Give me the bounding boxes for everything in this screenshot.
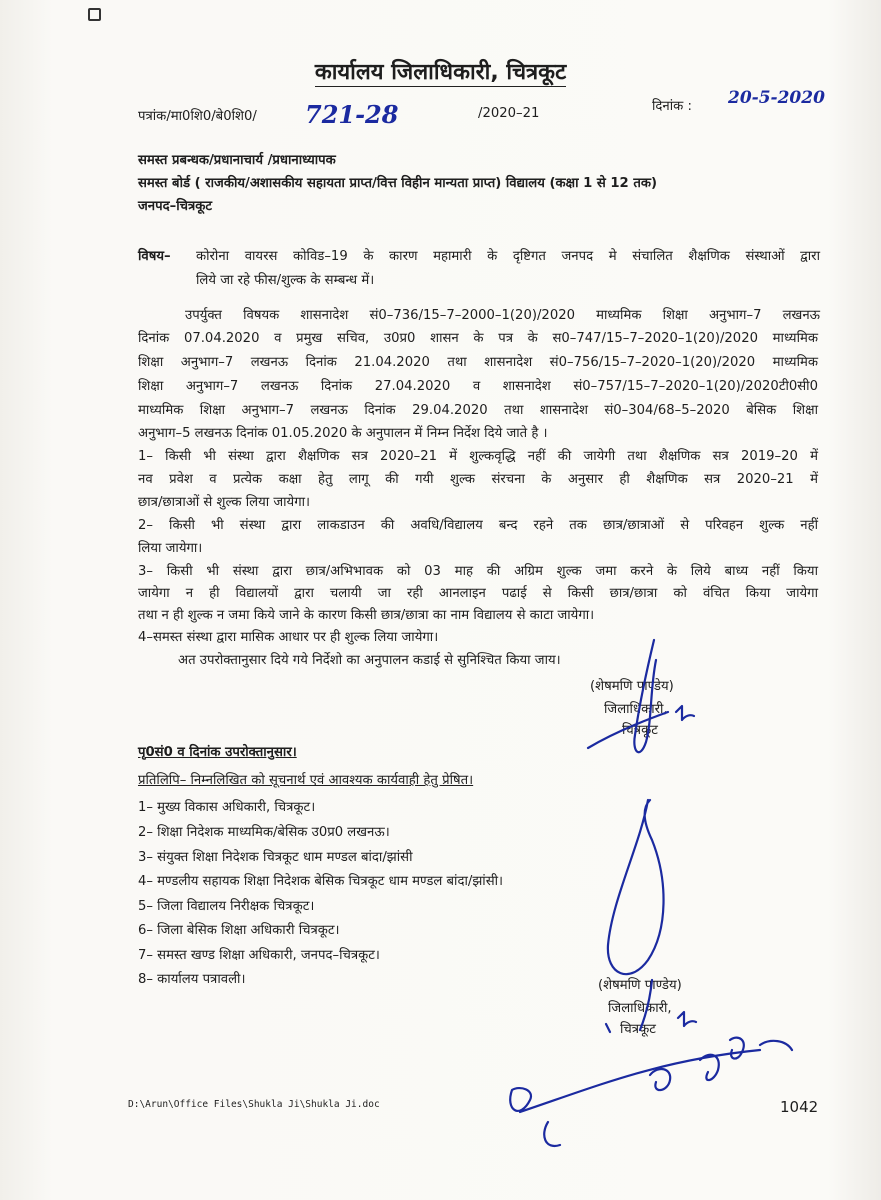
directive-line: 3– किसी भी संस्था द्वारा छात्र/अभिभावक को 03 माह की अग्रिम शुल्क जमा करने के लिये बाध्य नहीं किया	[138, 564, 818, 579]
recipient-item: 8– कार्यालय पत्रावली।	[138, 972, 246, 987]
directive-line: 1– किसी भी संस्था द्वारा शैक्षणिक सत्र 2020–21 में शुल्कवृद्धि नहीं की जायेगी तथा शैक्षणिक सत्र 2019–20 में	[138, 449, 818, 464]
directive-line: 2– किसी भी संस्था द्वारा लाकडाउन की अवधि/विद्यालय बन्द रहने तक छात्र/छात्राओं से परिवहन शुल्क नहीं	[138, 518, 818, 533]
signatory-place: चित्रकूट	[620, 1022, 656, 1037]
body-line: दिनांक 07.04.2020 व प्रमुख सचिव, उ0प्र0 शासन के पत्र के स0–747/15–7–2020–1(20)/2020 माध्यमिक	[138, 331, 818, 346]
signatory-designation: जिलाधिकारी,	[604, 702, 668, 717]
body-line: अनुभाग–5 लखनऊ दिनांक 01.05.2020 के अनुपालन में निम्न निर्देश दिये जाते है ।	[138, 426, 548, 441]
endorsement-heading: पृ0सं0 व दिनांक उपरोक्तानुसार।	[138, 745, 297, 760]
reference-prefix: पत्रांक/मा0शि0/बे0शि0/	[138, 109, 257, 124]
directive-line: लिया जायेगा।	[138, 541, 203, 556]
subject-line: लिये जा रहे फीस/शुल्क के सम्बन्ध में।	[196, 273, 375, 288]
signatory-name: (शेषमणि पाण्डेय)	[598, 978, 682, 993]
reference-year: /2020–21	[478, 106, 540, 121]
recipient-item: 7– समस्त खण्ड शिक्षा अधिकारी, जनपद–चित्रकूट।	[138, 948, 380, 963]
body-line: शिक्षा अनुभाग–7 लखनऊ दिनांक 21.04.2020 तथा शासनादेश सं0–756/15–7–2020–1(20)/2020 माध्यमिक	[138, 355, 818, 370]
page-number: 1042	[780, 1098, 819, 1116]
body-line: शिक्षा अनुभाग–7 लखनऊ दिनांक 27.04.2020 व शासनादेश सं0–757/15–7–2020–1(20)/2020टी0सी0	[138, 379, 818, 394]
subject-line: कोरोना वायरस कोविड–19 के कारण महामारी के दृष्टिगत जनपद मे संचालित शैक्षणिक संस्थाओं द्वारा	[196, 249, 820, 264]
directive-line: छात्र/छात्राओं से शुल्क लिया जायेगा।	[138, 495, 311, 510]
closing-line: अत उपरोक्तानुसार दिये गये निर्देशो का अनुपालन कडाई से सुनिश्चित किया जाय।	[178, 653, 561, 668]
signatory-name: (शेषमणि पाण्डेय)	[590, 679, 674, 694]
subject-label: विषय–	[138, 249, 171, 264]
file-path: D:\Arun\Office Files\Shukla Ji\Shukla Ji.doc	[128, 1099, 380, 1110]
signatory-place: चित्रकूट	[622, 723, 658, 738]
office-title: कार्यालय जिलाधिकारी, चित्रकूट	[314, 60, 567, 85]
body-line: माध्यमिक शिक्षा अनुभाग–7 लखनऊ दिनांक 29.04.2020 तथा शासनादेश सं0–304/68–5–2020 बेसिक शिक्षा	[138, 403, 818, 418]
date-handwritten: 20-5-2020	[728, 88, 825, 108]
addressee-line: जनपद–चित्रकूट	[138, 199, 213, 214]
recipient-item: 4– मण्डलीय सहायक शिक्षा निदेशक बेसिक चित्रकूट धाम मण्डल बांदा/झांसी।	[138, 874, 504, 889]
addressee-line: समस्त प्रबन्धक/प्रधानाचार्य /प्रधानाध्यापक	[138, 153, 336, 168]
recipient-item: 5– जिला विद्यालय निरीक्षक चित्रकूट।	[138, 899, 315, 914]
punch-hole-mark	[88, 8, 101, 21]
directive-line: नव प्रवेश व प्रत्येक कक्षा हेतु लागू की गयी शुल्क संरचना के अनुसार ही शैक्षणिक सत्र 2020–21 में	[138, 472, 818, 487]
body-line: उपर्युक्त विषयक शासनादेश सं0–736/15–7–2000–1(20)/2020 माध्यमिक शिक्षा अनुभाग–7 लखनऊ	[185, 308, 820, 323]
signatory-designation: जिलाधिकारी,	[608, 1001, 672, 1016]
recipient-item: 2– शिक्षा निदेशक माध्यमिक/बेसिक उ0प्र0 लखनऊ।	[138, 825, 390, 840]
date-label: दिनांक :	[652, 99, 692, 114]
directive-line: तथा न ही शुल्क न जमा किये जाने के कारण किसी छात्र/छात्रा का नाम विद्यालय से काटा जायेगा।	[138, 608, 595, 623]
copy-intro-text: प्रतिलिपि– निम्नलिखित को सूचनार्थ एवं आवश्यक कार्यवाही हेतु प्रेषित।	[138, 773, 474, 788]
reference-number-handwritten: 721-28	[305, 100, 399, 129]
addressee-line: समस्त बोर्ड ( राजकीय/अशासकीय सहायता प्राप्त/वित्त विहीन मान्यता प्राप्त) विद्यालय (कक्षा 1 से 12 तक)	[138, 176, 657, 191]
recipient-item: 1– मुख्य विकास अधिकारी, चित्रकूट।	[138, 800, 316, 815]
directive-line: जायेगा न ही विद्यालयों द्वारा चलायी जा रही आनलाइन पढाई से किसी छात्र/छात्रा को वंचित किया जायेगा	[138, 586, 818, 601]
directive-line: 4–समस्त संस्था द्वारा मासिक आधार पर ही शुल्क लिया जायेगा।	[138, 630, 439, 645]
recipient-item: 6– जिला बेसिक शिक्षा अधिकारी चित्रकूट।	[138, 923, 340, 938]
recipient-item: 3– संयुक्त शिक्षा निदेशक चित्रकूट धाम मण्डल बांदा/झांसी	[138, 850, 413, 865]
copy-intro	[138, 770, 473, 788]
